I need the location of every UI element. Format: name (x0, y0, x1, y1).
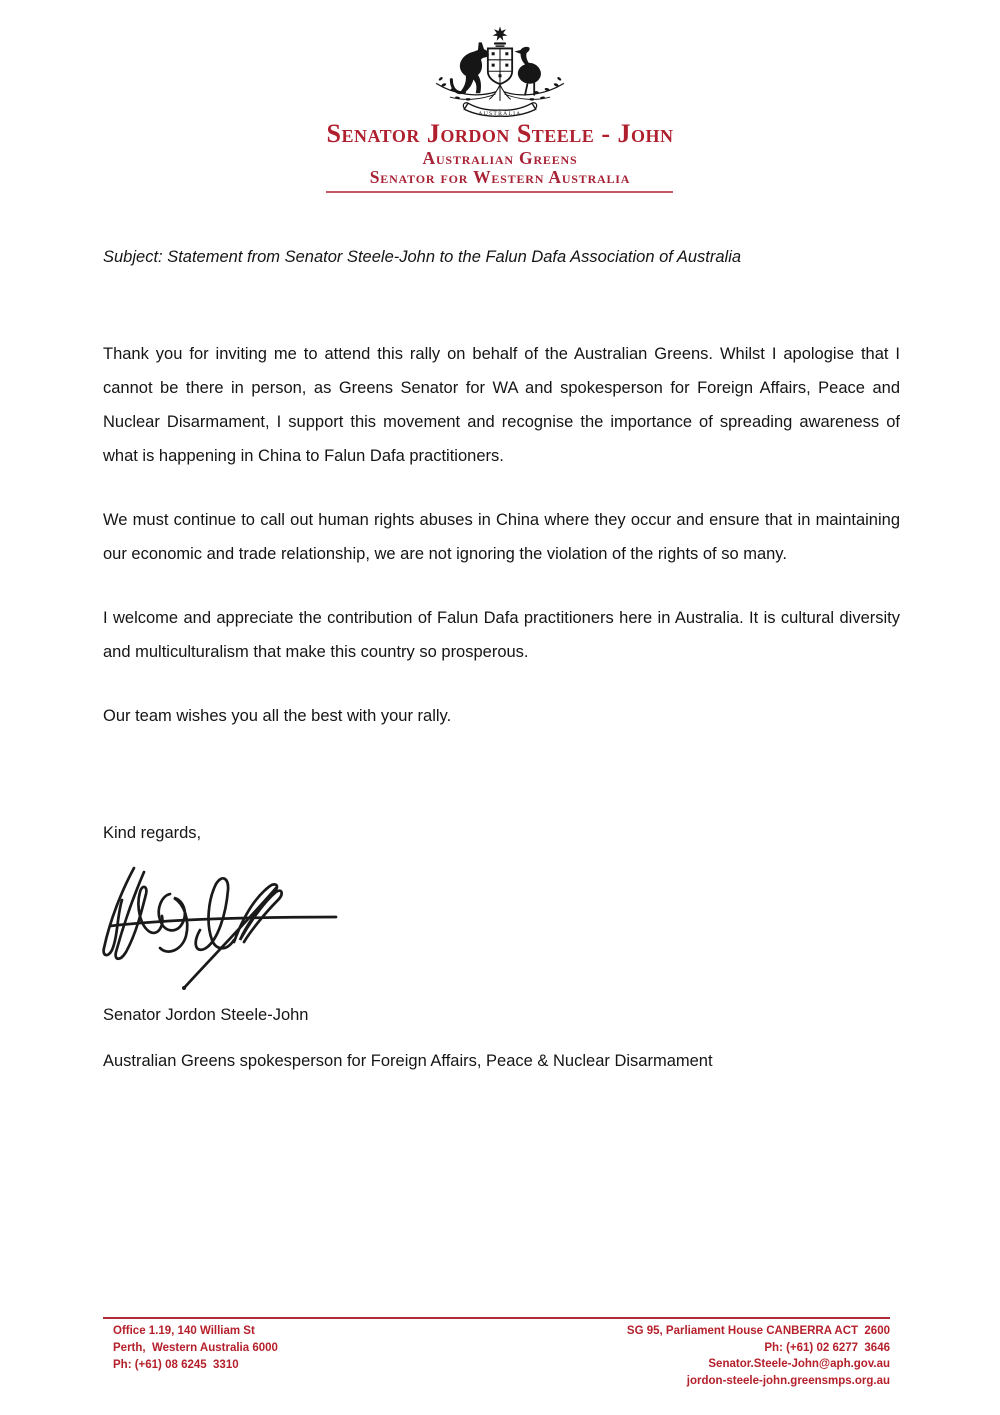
footer-office-city: Perth, Western Australia 6000 (113, 1342, 278, 1354)
letter-body (103, 337, 900, 763)
footer-email: Senator.Steele-John@aph.gov.au (708, 1358, 890, 1370)
emu-icon (514, 47, 541, 95)
handwritten-signature (92, 858, 352, 993)
letterhead-divider (326, 191, 673, 193)
body-paragraph-3: I welcome and appreciate the contribution of Falun Dafa practitioners here in Australia. It is cultural diversity and multiculturalism that make this country so prosperous. (103, 609, 900, 661)
signatory-title: Australian Greens spokesperson for Foreign Affairs, Peace & Nuclear Disarmament (103, 1052, 713, 1070)
commonwealth-star-icon (493, 26, 508, 47)
senator-name-heading: Senator Jordon Steele - John (326, 119, 674, 148)
signatory-name: Senator Jordon Steele-John (103, 1006, 309, 1024)
australian-coat-of-arms-icon (424, 24, 576, 120)
footer-office-address (113, 1323, 278, 1374)
emblem-scroll-text: AUSTRALIA (478, 110, 522, 117)
subject-line: Subject: Statement from Senator Steele-John to the Falun Dafa Association of Australia (103, 248, 742, 266)
shield-icon (488, 48, 512, 84)
footer-website: jordon-steele-john.greensmps.org.au (686, 1374, 890, 1387)
footer-parliament-phone: Ph: (+61) 02 6277 3646 (764, 1341, 890, 1354)
footer-office-phone: Ph: (+61) 08 6245 3310 (113, 1359, 239, 1371)
party-line: Australian Greens (422, 148, 578, 168)
body-paragraph-4: Our team wishes you all the best with your rally. (103, 707, 452, 725)
body-paragraph-2: We must continue to call out human rights abuses in China where they occur and ensure that in maintaining our economic and trade relationship, we are not ignoring the violation of the rights of so many. (103, 511, 900, 563)
footer-parliament-contact (627, 1323, 890, 1389)
body-paragraph-1: Thank you for inviting me to attend this rally on behalf of the Australian Greens. Whilst I apologise that I cannot be there in person, as Greens Senator for WA and spokesperson for Foreign Affairs, Peace and Nuclear Disarmament, I support this movement and recognise the importance of spreading awareness of what is happening in China to Falun Dafa practitioners. (103, 345, 900, 465)
closing-salutation: Kind regards, (103, 824, 202, 842)
scroll-banner-icon (463, 103, 536, 117)
footer-parliament-address: SG 95, Parliament House CANBERRA ACT 2600 (626, 1325, 890, 1337)
role-line: Senator for Western Australia (369, 167, 631, 187)
kangaroo-icon (451, 42, 488, 93)
footer-divider (103, 1317, 890, 1319)
footer-office-street: Office 1.19, 140 William St (113, 1325, 255, 1337)
